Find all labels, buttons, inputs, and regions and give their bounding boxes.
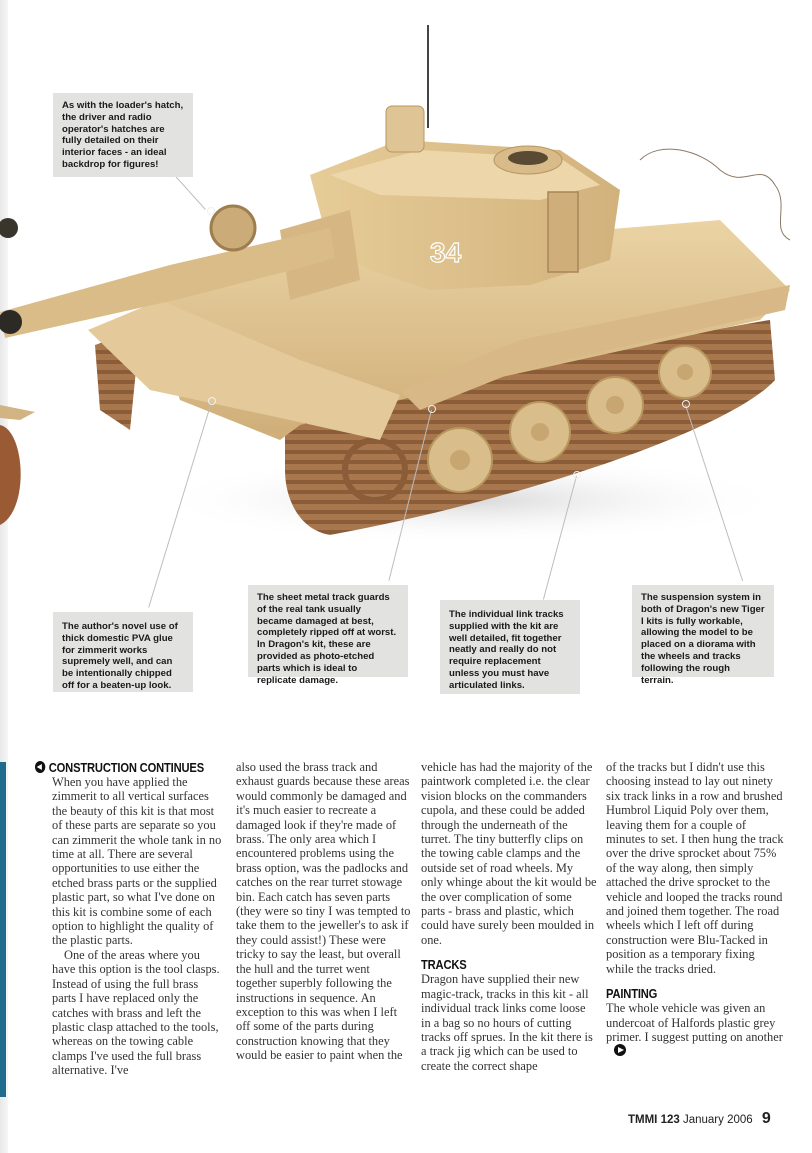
body-paragraph: The whole vehicle was given an undercoat of Halfords plastic grey primer. I suggest putting on another xyxy=(606,1001,784,1059)
callout-text: The sheet metal track guards of the real tank usually became damaged at best, completely ripped off at worst. In Dragon's kit, these are provided as photo-etched parts which is ideal to replicate damage. xyxy=(257,592,397,686)
callout-track-guards xyxy=(248,585,408,686)
article-column-4 xyxy=(606,760,784,1059)
magazine-issue: TMMI 123 xyxy=(628,1114,680,1126)
continue-arrow-icon xyxy=(614,1044,626,1056)
page-number: 9 xyxy=(761,1110,771,1127)
body-paragraph: One of the areas where you have this option is the tool clasps. Instead of using the full brass parts I have replaced only the catches with brass and left the plastic clasp attached to the tools, whereas on the towing cable clamps I've used the full brass alternative. I've xyxy=(52,947,220,1078)
tank-model-photo xyxy=(0,0,812,570)
callout-text: As with the loader's hatch, the driver and radio operator's hatches are fully detailed on their interior faces - an ideal backdrop for figures! xyxy=(62,100,184,170)
callout-dot-track-guards xyxy=(428,405,436,413)
section-heading-tracks: TRACKS xyxy=(421,957,467,973)
callout-tracks xyxy=(440,600,580,694)
article-column-2 xyxy=(236,760,412,1063)
page-edge-color-band xyxy=(0,762,6,1097)
svg-text:34: 34 xyxy=(430,237,462,268)
body-paragraph: also used the brass track and exhaust guards because these areas would commonly be damaged and it's much easier to recreate a damaged look if they're made of brass. The only area which I encountered problems using the brass option, was the padlocks and catches on the rear turret stowage bin. Each catch has seven parts (they were so tiny I was tempted to take them to the jeweller's to ask if they could assist!) These were tricky to say the least, but overall the hull and the turret went together superbly following the instructions in sequence. An exception to this was when I left off some of the parts during construction knowing that they would be easier to paint when the xyxy=(236,760,411,1063)
callout-text: The individual link tracks supplied with the kit are well detailed, fit together neatly and really do not require replacement unless you must have articulated links. xyxy=(449,609,564,691)
section-heading-construction: CONSTRUCTION CONTINUES xyxy=(35,760,198,775)
callout-dot-zimmerit xyxy=(208,397,216,405)
callout-text: The author's novel use of thick domestic PVA glue for zimmerit works supremely well, and can be intentionally chipped off for a beaten-up look. xyxy=(62,621,178,691)
arrow-left-icon xyxy=(35,761,45,773)
callout-dot-tracks xyxy=(573,471,581,479)
callout-text: The suspension system in both of Dragon's new Tiger I kits is fully workable, allowing the model to be placed on a diorama with the wheels and tracks following the rough terrain. xyxy=(641,592,765,686)
issue-date: January 2006 xyxy=(682,1114,753,1126)
callout-dot-suspension xyxy=(682,400,690,408)
callout-zimmerit xyxy=(53,612,193,692)
page-footer xyxy=(628,1110,771,1128)
body-paragraph: Dragon have supplied their new magic-track, tracks in this kit - all individual track links come loose in a bag so no hours of cutting tracks off sprues. In the kit there is a track jig which can be used to create the correct shape xyxy=(421,972,593,1073)
callout-suspension xyxy=(632,585,774,686)
section-heading-painting: PAINTING xyxy=(606,986,658,1002)
article-column-1 xyxy=(35,760,225,1078)
article-column-3 xyxy=(421,760,597,1073)
callout-hatches xyxy=(53,93,193,177)
callout-dot-hatches xyxy=(207,207,215,215)
body-paragraph: of the tracks but I didn't use this choosing instead to lay out ninety six track links in a row and brushed Humbrol Liquid Poly over them, leaving them for a couple of minutes to set. I then hung the track over the drive sprocket about 75% of the way along, then simply attached the drive sprocket to the vehicle and looped the tracks round and joined them together. The road wheels which I left off during construction were Blu-Tacked in position as a temporary fixing while the tracks dried. xyxy=(606,760,784,976)
body-paragraph: vehicle has had the majority of the paintwork completed i.e. the clear vision blocks on the commanders cupola, and these could be added through the underneath of the turret. The tiny butterfly clips on the towing cable clamps and the outside set of road wheels. My only whinge about the kit would be the over complication of some parts - brass and plastic, which could have surely been moulded in one. xyxy=(421,760,597,947)
body-paragraph: When you have applied the zimmerit to all vertical surfaces the beauty of this kit is that most of these parts are separate so you can zimmerit the whole tank in no time at all. There are several opportunities to use either the etched brass parts or the supplied plastic part, so what I've done on this kit is combine some of each option to highlight the quality of the plastic parts. xyxy=(52,775,222,948)
